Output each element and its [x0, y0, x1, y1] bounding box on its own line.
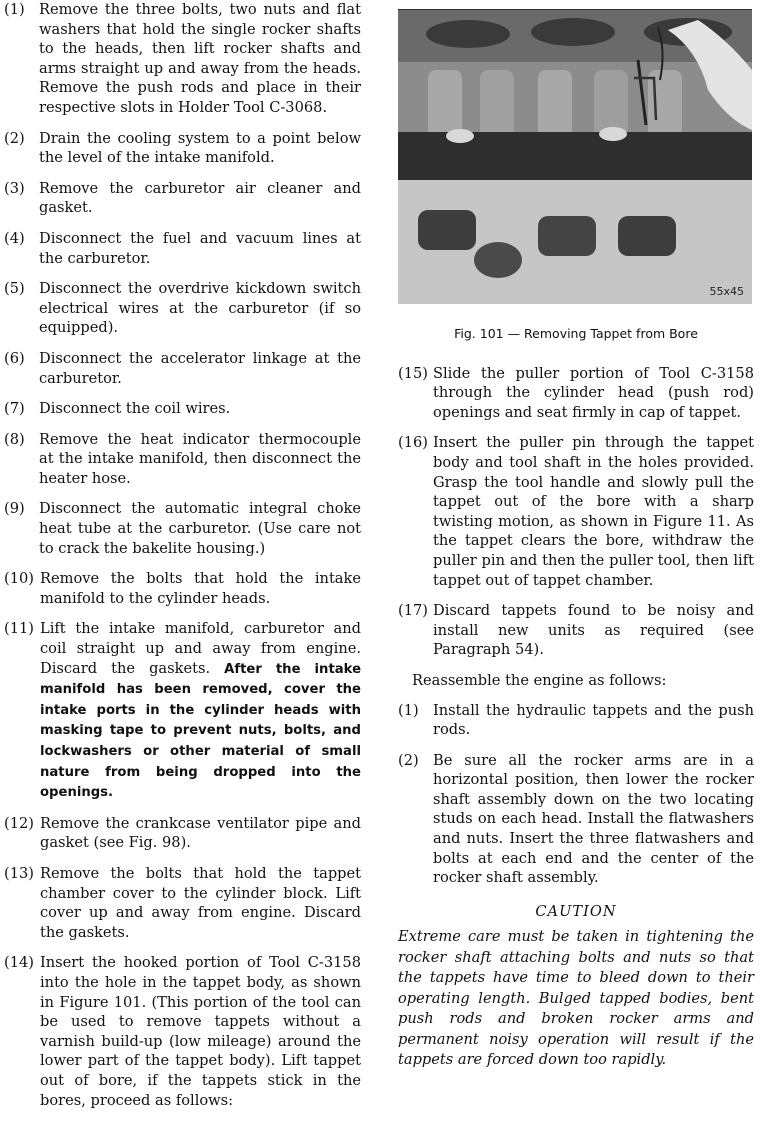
step-text: Disconnect the automatic integral choke heat tube at the carburetor. (Use care not to crack the bakelite housing.)	[39, 500, 361, 557]
step-12	[4, 814, 361, 853]
step-number: (10)	[4, 570, 34, 588]
step-8	[4, 430, 361, 489]
step-2	[4, 129, 361, 168]
step-text: Remove the heat indicator thermocouple at the intake manifold, then disconnect the heater hose.	[39, 430, 361, 487]
step-15	[398, 364, 754, 423]
step-text: Insert the hooked portion of Tool C-3158 into the hole in the tappet body, as shown in Figure 101. (This portion of the tool can be used to remove tappets without a varnish build-up (low mileage) around the lower part of the tappet body). Lift tappet out of bore, if the tappets stick in the bores, proceed as follows:	[40, 954, 361, 1109]
step-text-block	[40, 619, 361, 802]
caution-text: Extreme care must be taken in tightening the rocker shaft attaching bolts and nuts so that the tappets have time to bleed down to their operating length. Bulged tapped bodies, bent push rods and broken rocker arms and permanent noisy operation will result if the tappets are forced down too rapidly.	[398, 928, 754, 1069]
engine-photo-image	[398, 10, 752, 304]
step-text: Install the hydraulic tappets and the push rods.	[433, 701, 754, 739]
step-number: (7)	[4, 400, 25, 418]
step-number: (2)	[4, 129, 25, 147]
step-14	[4, 953, 361, 1110]
step-9	[4, 499, 361, 558]
step-3	[4, 179, 361, 218]
step-number: (16)	[398, 434, 428, 452]
reassemble-step-2	[398, 751, 754, 888]
right-column	[398, 0, 754, 1071]
step-text: Remove the bolts that hold the tappet chamber cover to the cylinder block. Lift cover up and away from engine. Discard the gaskets.	[40, 864, 361, 941]
step-number: (1)	[398, 701, 419, 719]
step-number: (17)	[398, 602, 428, 620]
step-text: Remove the crankcase ventilator pipe and gasket (see Fig. 98).	[40, 814, 361, 852]
step-17	[398, 601, 754, 660]
step-4	[4, 229, 361, 268]
step-number: (12)	[4, 814, 34, 832]
step-number: (2)	[398, 751, 419, 769]
step-number: (15)	[398, 364, 428, 382]
step-number: (8)	[4, 430, 25, 448]
step-10	[4, 569, 361, 608]
step-text: Drain the cooling system to a point below the level of the intake manifold.	[39, 129, 361, 167]
step-text: Remove the bolts that hold the intake manifold to the cylinder heads.	[40, 570, 361, 607]
left-column	[4, 0, 361, 1121]
step-number: (1)	[4, 1, 25, 18]
figure-caption: Fig. 101 — Removing Tappet from Bore	[454, 326, 698, 341]
step-5	[4, 279, 361, 338]
step-number: (14)	[4, 954, 34, 972]
step-text: Disconnect the fuel and vacuum lines at the carburetor.	[39, 229, 361, 267]
step-text: Disconnect the coil wires.	[39, 400, 231, 418]
step-text: Insert the puller pin through the tappet body and tool shaft in the holes provided. Grasp the tool handle and slowly pull the tappet out of the bore with a sharp twisting motion, as shown in Figure 11. As the tappet clears the bore, withdraw the puller pin and then the puller tool, then lift tappet out of tappet chamber.	[433, 434, 754, 589]
caution-heading: CAUTION	[535, 902, 617, 920]
reassemble-step-1	[398, 701, 754, 740]
step-text: Discard tappets found to be noisy and install new units as required (see Paragraph 54).	[433, 602, 754, 659]
step-text: Disconnect the overdrive kickdown switch electrical wires at the carburetor (if so equipped).	[39, 280, 361, 337]
reassemble-intro: Reassemble the engine as follows:	[412, 671, 667, 689]
step-text: Lift the intake manifold, carburetor and coil straight up and away from engine. Discard the gaskets.	[40, 620, 361, 677]
step-number: (9)	[4, 500, 25, 518]
step-text: Slide the puller portion of Tool C-3158 through the cylinder head (push rod) openings and seat firmly in cap of tappet.	[433, 364, 754, 421]
step-text: Be sure all the rocker arms are in a horizontal position, then lower the rocker shaft assembly down on the two locating studs on each head. Install the flatwashers and nuts. Insert the three flatwashers and bolts at each end and the center of the rocker shaft assembly.	[433, 751, 754, 887]
step-number: (4)	[4, 229, 25, 247]
step-number: (3)	[4, 179, 25, 197]
step-number: (5)	[4, 280, 25, 298]
step-text: Remove the three bolts, two nuts and flat washers that hold the single rocker shafts to the heads, then lift rocker shafts and arms straight up and away from the heads. Remove the push rods and place in their respective slots in Holder Tool C-3068.	[39, 1, 361, 116]
step-16	[398, 433, 754, 590]
step-11	[4, 619, 361, 802]
step-number: (13)	[4, 864, 34, 882]
figure-id-label: 55x45	[709, 285, 744, 299]
step-1	[4, 0, 361, 118]
step-text: Remove the carburetor air cleaner and gasket.	[39, 179, 361, 217]
warning-text: After the intake manifold has been removed, cover the intake ports in the cylinder heads with masking tape to prevent nuts, bolts, and lockwashers or other material of small nature from being dropped into the openings.	[40, 661, 362, 801]
step-6	[4, 349, 361, 388]
engine-photo	[398, 9, 752, 304]
step-7	[4, 399, 361, 419]
step-number: (6)	[4, 349, 25, 367]
step-number: (11)	[4, 620, 34, 638]
step-text: Disconnect the accelerator linkage at the carburetor.	[39, 349, 361, 387]
step-13	[4, 864, 361, 942]
